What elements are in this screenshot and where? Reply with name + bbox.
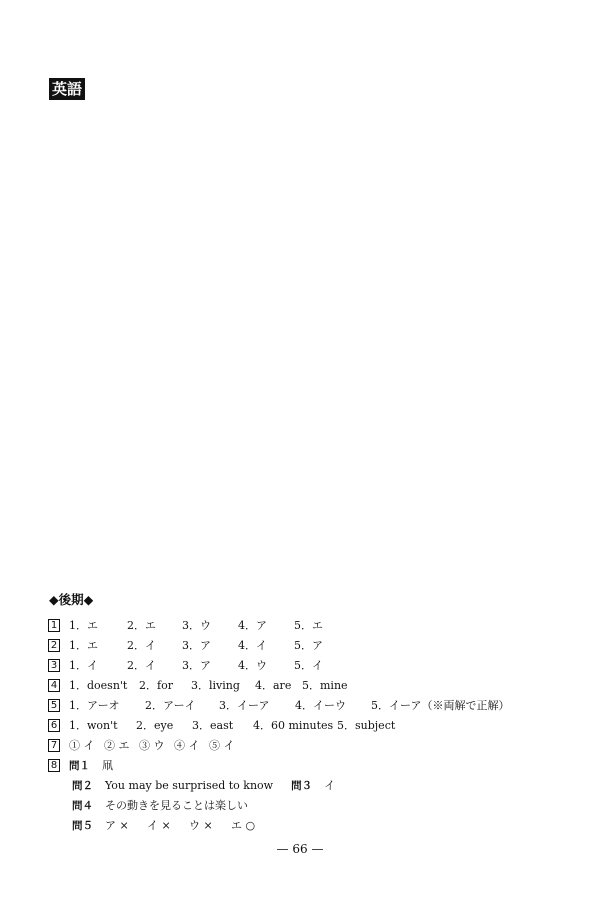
answer-row-q8 xyxy=(48,755,509,775)
answer-row xyxy=(48,635,509,655)
sub-question-answer: 凧 xyxy=(102,759,113,772)
answer-item: ⑤ イ xyxy=(209,739,235,752)
answer-item: ① イ xyxy=(69,739,95,752)
answer-item: 5．イーア（※両解で正解） xyxy=(371,699,510,712)
answer-row xyxy=(48,715,509,735)
section-heading: ◆後期◆ xyxy=(49,592,94,607)
page-number: — 66 — xyxy=(276,842,324,856)
sub-question-label: 問１ xyxy=(69,759,90,772)
question-number: 5 xyxy=(48,699,60,712)
sub-question-label: 問５ xyxy=(72,819,93,832)
answer-row xyxy=(48,615,509,635)
answer-row xyxy=(48,655,509,675)
sub-question-row xyxy=(48,815,509,835)
answer-item: 1．エ xyxy=(69,639,98,652)
true-false-mark: ア × xyxy=(105,819,129,832)
answer-item: 1．won't xyxy=(69,719,118,732)
question-number: 3 xyxy=(48,659,60,672)
answer-item: 3．ア xyxy=(182,659,211,672)
answer-item: 4．イ xyxy=(238,639,267,652)
answer-item: 2．eye xyxy=(136,719,174,732)
sub-question-answer: その動きを見ることは楽しい xyxy=(105,799,248,812)
question-number: 4 xyxy=(48,679,60,692)
answer-item: 2．イ xyxy=(127,659,156,672)
sub-question-label: 問４ xyxy=(72,799,93,812)
answer-row xyxy=(48,735,509,755)
answer-item: ② エ xyxy=(104,739,130,752)
answer-item: 3．ウ xyxy=(182,619,211,632)
answer-item: 1．イ xyxy=(69,659,98,672)
question-number: 8 xyxy=(48,759,60,772)
answer-item: 3．east xyxy=(192,719,234,732)
answer-list xyxy=(48,615,509,835)
answer-item: 5．エ xyxy=(294,619,323,632)
answer-item: ③ ウ xyxy=(139,739,165,752)
true-false-mark: ウ × xyxy=(189,819,213,832)
answer-item: 5．mine xyxy=(302,679,348,692)
answer-item: 1．エ xyxy=(69,619,98,632)
answer-item: 2．アーイ xyxy=(145,699,196,712)
answer-item: 2．for xyxy=(139,679,173,692)
answer-item: 4．ウ xyxy=(238,659,267,672)
question-number: 6 xyxy=(48,719,60,732)
true-false-mark: イ × xyxy=(147,819,171,832)
answer-row xyxy=(48,675,509,695)
sub-question-answer: You may be surprised to know xyxy=(105,778,274,792)
answer-item: 5．subject xyxy=(337,719,396,732)
answer-item: 3．イーア xyxy=(219,699,270,712)
sub-question-label: 問３ xyxy=(291,779,313,792)
answer-item: 2．イ xyxy=(127,639,156,652)
question-number: 2 xyxy=(48,639,60,652)
sub-question-row xyxy=(48,775,509,795)
true-false-mark: エ ○ xyxy=(231,819,256,832)
sub-question-answer: イ xyxy=(324,779,336,792)
answer-item: 3．ア xyxy=(182,639,211,652)
subject-tag: 英語 xyxy=(49,78,85,100)
answer-item: 5．イ xyxy=(294,659,323,672)
answer-item: 5．ア xyxy=(294,639,323,652)
answer-row xyxy=(48,695,509,715)
answer-item: 4．ア xyxy=(238,619,267,632)
answer-item: 4．イーウ xyxy=(295,699,346,712)
answer-item: 3．living xyxy=(191,679,240,692)
answer-item: 4．are xyxy=(255,679,292,692)
answer-item: 1．doesn't xyxy=(69,679,128,692)
answer-item: 4．60 minutes xyxy=(253,719,334,732)
answer-item: ④ イ xyxy=(174,739,200,752)
sub-question-row xyxy=(48,795,509,815)
answer-item: 2．エ xyxy=(127,619,156,632)
sub-question-label: 問２ xyxy=(72,779,93,792)
answer-item: 1．アーオ xyxy=(69,699,120,712)
question-number: 7 xyxy=(48,739,60,752)
question-number: 1 xyxy=(48,619,60,632)
